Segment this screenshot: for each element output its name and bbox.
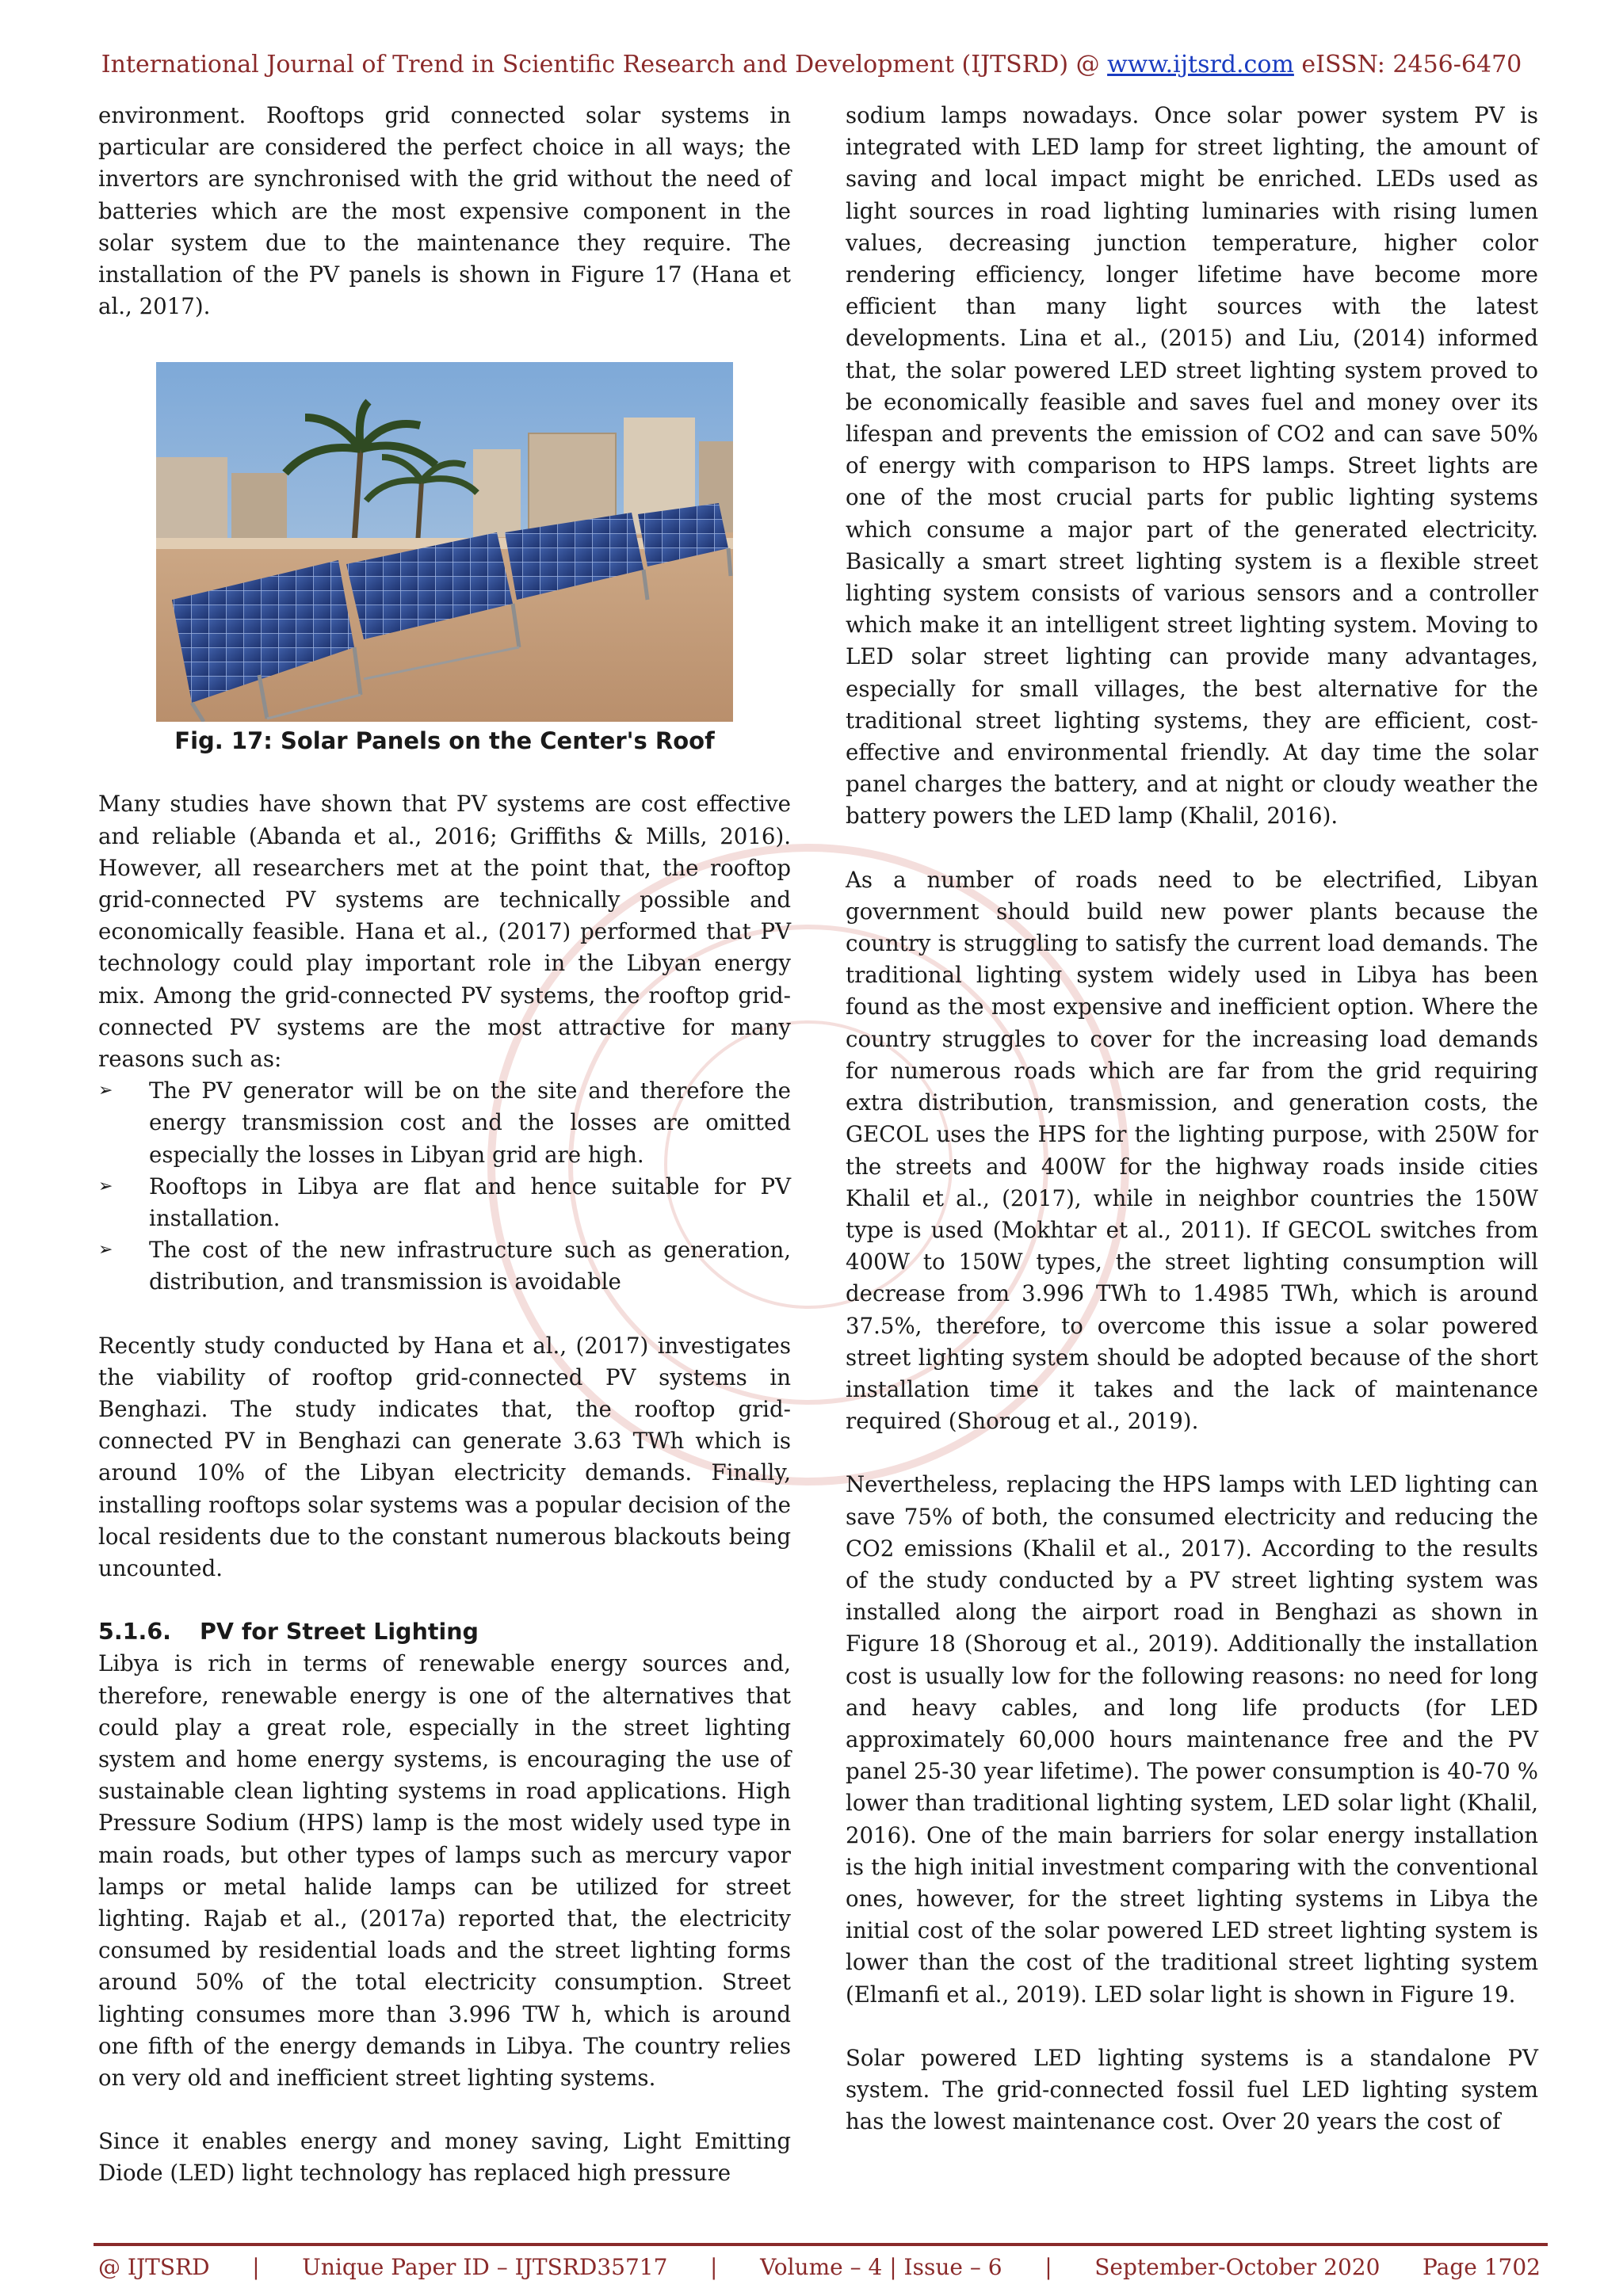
figure-17 bbox=[98, 362, 791, 757]
footer-rule bbox=[94, 2243, 1548, 2246]
solar-panels-photo bbox=[156, 362, 733, 722]
list-item: ➢ Rooftops in Libya are flat and hence suitable for PV installation. bbox=[98, 1171, 791, 1234]
footer-separator: | bbox=[710, 2254, 718, 2280]
arrow-bullet-icon: ➢ bbox=[98, 1176, 113, 1196]
paragraph: sodium lamps nowadays. Once solar power system PV is integrated with LED lamp for street lighting, the amount of saving and local impact might be enriched. LEDs used as light sources in road lighting luminaries with rising lumen values, decreasing junction temperature, higher color rendering efficiency, longer lifetime have become more efficient than many light sources with the latest developments. Lina et al., (2015) and Liu, (2014) informed that, the solar powered LED street lighting system proved to be economically feasible and saves fuel and money over its lifespan and prevents the emission of CO2 and can save 50% of energy with comparison to HPS lamps. Street lights are one of the most crucial parts for public lighting systems which consume a major part of the generated electricity. Basically a smart street lighting system is a flexible street lighting system consists of various sensors and a controller which make it an intelligent street lighting system. Moving to LED solar street lighting can provide many advantages, especially for small villages, the best alternative for the traditional street lighting systems, they are efficient, cost-effective and environmental friendly. At day time the solar panel charges the battery, and at night or cloudy weather the battery powers the LED lamp (Khalil, 2016). bbox=[846, 102, 1538, 830]
paragraph: environment. Rooftops grid connected solar systems in particular are considered the perfect choice in all ways; the invertors are synchronised with the grid without the need of batteries which are the most expensive component in the solar system due to the maintenance they require. The installation of the PV panels is shown in Figure 17 (Hana et al., 2017). bbox=[98, 102, 791, 320]
section-number: 5.1.6. bbox=[98, 1619, 171, 1646]
left-column bbox=[98, 100, 791, 2190]
bullet-list bbox=[98, 1075, 791, 1298]
list-item: ➢ The PV generator will be on the site and therefore the energy transmission cost and the losses are omitted especially the losses in Libyan grid are high. bbox=[98, 1075, 791, 1171]
journal-issn: eISSN: 2456-6470 bbox=[1293, 51, 1522, 78]
paragraph: Solar powered LED lighting systems is a standalone PV system. The grid-connected fossil fuel LED lighting system has the lowest maintenance cost. Over 20 years the cost of bbox=[846, 2044, 1538, 2135]
paragraph: Since it enables energy and money saving, Light Emitting Diode (LED) light technology has replaced high pressure bbox=[98, 2128, 791, 2187]
page-footer bbox=[98, 2252, 1541, 2283]
list-item: ➢ The cost of the new infrastructure such as generation, distribution, and transmission is avoidable bbox=[98, 1234, 791, 1298]
paragraph: As a number of roads need to be electrified, Libyan government should build new power plants because the country is struggling to satisfy the current load demands. The traditional lighting system widely used in Libya has been found as the most expensive and inefficient option. Where the country struggles to cover for the increasing load demands for numerous roads which are far from the grid requiring extra distribution, transmission, and generation costs, the GECOL uses the HPS for the lighting purpose, with 250W for the streets and 400W for the highway roads inside cities Khalil et al., (2017), while in neighbor countries the 150W type is used (Mokhtar et al., 2011). If GECOL switches from 400W to 150W types, the street lighting consumption will decrease from 3.996 TWh to 1.4985 TWh, which is around 37.5%, therefore, to overcome this issue a solar powered street lighting system should be adopted because of the short installation time it takes and the lack of maintenance required (Shoroug et al., 2019). bbox=[846, 866, 1538, 1435]
paragraph: Recently study conducted by Hana et al., (2017) investigates the viability of rooftop grid-connected PV systems in Benghazi. The study indicates that, the rooftop grid-connected PV in Benghazi can generate 3.63 TWh which is around 10% of the Libyan electricity demands. Finally, installing rooftops solar systems was a popular decision of the local residents due to the constant numerous blackouts being uncounted. bbox=[98, 1332, 791, 1582]
footer-date: September-October 2020 bbox=[1094, 2254, 1381, 2280]
journal-url-link[interactable]: www.ijtsrd.com bbox=[1107, 51, 1294, 78]
section-title: PV for Street Lighting bbox=[200, 1619, 479, 1646]
figure-caption: Fig. 17: Solar Panels on the Center's Roof bbox=[174, 727, 715, 755]
paragraph: Libya is rich in terms of renewable energy sources and, therefore, renewable energy is one of the alternatives that could play a great role, especially in the street lighting system and home energy systems, is encouraging the use of sustainable clean lighting systems in road applications. High Pressure Sodium (HPS) lamp is the most widely used type in main roads, but other types of lamps such as mercury vapor lamps or metal halide lamps can be utilized for street lighting. Rajab et al., (2017a) reported that, the electricity consumed by residential loads and the street lighting forms around 50% of the total electricity consumption. Street lighting consumes more than 3.996 TW h, which is around one fifth of the energy demands in Libya. The country relies on very old and inefficient street lighting systems. bbox=[98, 1650, 791, 2091]
footer-paper-id: Unique Paper ID – IJTSRD35717 bbox=[302, 2254, 668, 2280]
footer-separator: | bbox=[252, 2254, 260, 2280]
arrow-bullet-icon: ➢ bbox=[98, 1240, 113, 1261]
section-heading bbox=[98, 1616, 791, 1648]
footer-page-number: Page 1702 bbox=[1423, 2254, 1541, 2280]
footer-volume-issue: Volume – 4 | Issue – 6 bbox=[760, 2254, 1002, 2280]
journal-name: International Journal of Trend in Scientific Research and Development (IJTSRD) @ bbox=[101, 51, 1108, 78]
running-header bbox=[0, 49, 1623, 81]
paragraph: Nevertheless, replacing the HPS lamps with LED lighting can save 75% of both, the consumed electricity and reducing the CO2 emissions (Khalil et al., 2017). According to the results of the study conducted by a PV street lighting system was installed along the airport road in Benghazi as shown in Figure 18 (Shoroug et al., 2019). Additionally the installation cost is usually low for the following reasons: no need for long and heavy cables, and long life products (for LED approximately 60,000 hours maintenance free and the PV panel 25-30 year lifetime). The power consumption is 40-70 % lower than traditional lighting system, LED solar light (Khalil, 2016). One of the main barriers for solar energy installation is the high initial investment comparing with the conventional ones, however, for the street lighting systems in Libya the initial cost of the solar powered LED street lighting system is lower than the cost of the traditional street lighting system (Elmanfi et al., 2019). LED solar light is shown in Figure 19. bbox=[846, 1471, 1538, 2008]
paragraph: Many studies have shown that PV systems are cost effective and reliable (Abanda et al., 2016; Griffiths & Mills, 2016). However, all researchers met at the point that, the rooftop grid-connected PV systems are technically possible and economically feasible. Hana et al., (2017) performed that PV technology could play important role in the Libyan energy mix. Among the grid-connected PV systems, the rooftop grid-connected PV systems are the most attractive for many reasons such as: bbox=[98, 791, 791, 1073]
footer-publisher: @ IJTSRD bbox=[98, 2254, 210, 2280]
footer-separator: | bbox=[1044, 2254, 1052, 2280]
right-column bbox=[846, 100, 1538, 2138]
arrow-bullet-icon: ➢ bbox=[98, 1081, 113, 1101]
